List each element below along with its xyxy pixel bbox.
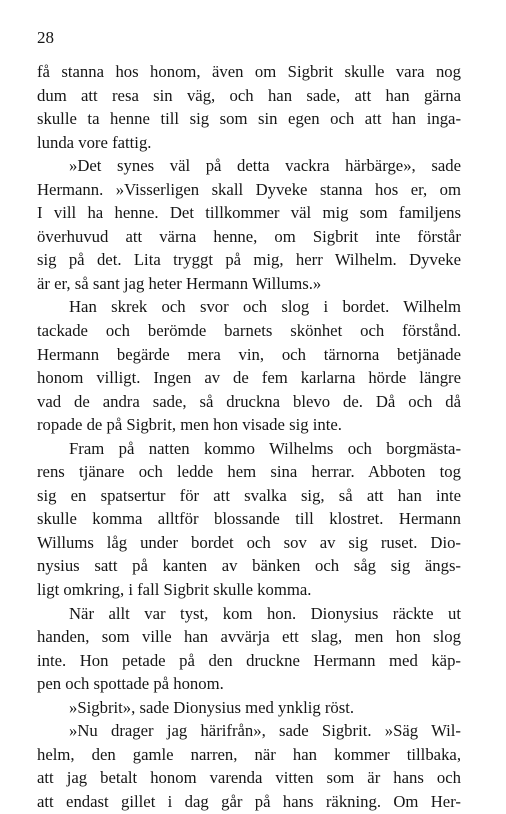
text-line: inte. Hon petade på den druckne Hermann med käp- xyxy=(37,650,461,670)
text-line: skulle ta henne till sig som sin egen och att han inga- xyxy=(37,109,461,129)
text-line: ropade de på Sigbrit, men hon visade sig inte. xyxy=(37,415,342,435)
text-line: skulle komma alltför blossande till klostret. Hermann xyxy=(37,509,461,529)
text-line: Fram på natten kommo Wilhelms och borgmästa- xyxy=(69,438,461,458)
text-line: Willums låg under bordet och sov av sig ruset. Dio- xyxy=(37,532,461,552)
body-text xyxy=(37,60,461,814)
paragraph xyxy=(37,602,461,696)
text-line: nysius satt på kanten av bänken och såg sig ängs- xyxy=(37,556,461,576)
paragraph xyxy=(37,60,461,154)
text-line: Hermann begärde mera vin, och tärnorna betjänade xyxy=(37,344,461,364)
text-line: vad de andra sade, så druckna blevo de. Då och då xyxy=(37,391,461,411)
page-number: 28 xyxy=(37,28,54,47)
text-line: honom villigt. Ingen av de fem karlarna hörde längre xyxy=(37,368,461,388)
text-line: pen och spottade på honom. xyxy=(37,674,224,694)
text-line: överhuvud att värna henne, om Sigbrit inte förstår xyxy=(37,226,461,246)
text-line: »Nu drager jag härifrån», sade Sigbrit. »Säg Wil- xyxy=(69,721,461,741)
text-line: Hermann. »Visserligen skall Dyveke stanna hos er, om xyxy=(37,179,461,199)
text-line: är er, så sant jag heter Hermann Willums.» xyxy=(37,273,322,293)
text-line: handen, som ville han avvärja ett slag, men hon slog xyxy=(37,627,461,647)
text-line: dum att resa sin väg, och han sade, att han gärna xyxy=(37,85,461,105)
paragraph xyxy=(37,154,461,295)
paragraph xyxy=(37,696,461,720)
text-line: lunda vore fattig. xyxy=(37,132,152,152)
text-line: »Det synes väl på detta vackra härbärge», sade xyxy=(69,156,461,176)
text-line: sig en spatsertur för att svalka sig, så att han inte xyxy=(37,485,461,505)
text-line: »Sigbrit», sade Dionysius med ynklig röst. xyxy=(69,697,355,717)
text-line: få stanna hos honom, även om Sigbrit skulle vara nog xyxy=(37,62,461,81)
text-line: Han skrek och svor och slog i bordet. Wilhelm xyxy=(69,297,461,317)
paragraph xyxy=(37,719,461,813)
text-line: att endast gillet i dag går på hans räkning. Om Her- xyxy=(37,791,461,811)
text-line: att jag betalt honom varenda vitten som är hans och xyxy=(37,768,461,788)
text-line: tackade och berömde barnets skönhet och förstånd. xyxy=(37,321,461,341)
text-line: ligt omkring, i fall Sigbrit skulle komma. xyxy=(37,580,312,600)
text-line: rens tjänare och ledde hem sina herrar. Abboten tog xyxy=(37,462,461,482)
paragraph xyxy=(37,437,461,602)
text-line: sig på det. Lita tryggt på mig, herr Wilhelm. Dyveke xyxy=(37,250,461,270)
text-line: I vill ha henne. Det tillkommer väl mig som familjens xyxy=(37,203,461,223)
text-line: helm, den gamle narren, när han kommer tillbaka, xyxy=(37,744,461,764)
text-line: När allt var tyst, kom hon. Dionysius räckte ut xyxy=(69,603,461,623)
paragraph xyxy=(37,295,461,436)
